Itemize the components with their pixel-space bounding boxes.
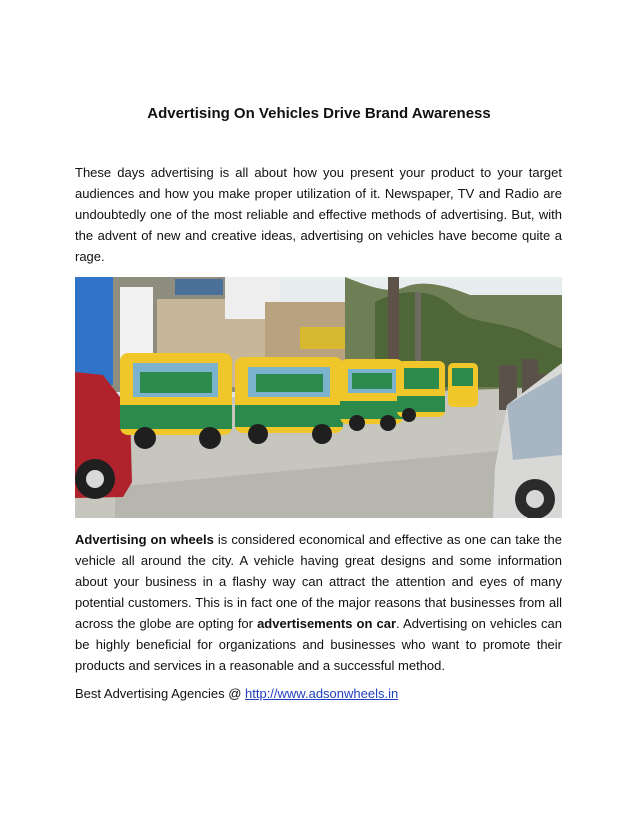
rickshaw-2 <box>235 357 343 444</box>
intro-paragraph: These days advertising is all about how you present your product to your target audiences and how you make proper utilization of it. Newspaper, TV and Radio are undoubtedly one of the most reliable and effective methods of advertising. But, with the advent of new and creative ideas, advertising on vehicles have become quite a rage. <box>75 165 562 264</box>
body-text-segment-1: is considered economical and effective as one can take the vehicle all around the city. A vehicle having great designs and some information about your business in a flashy way can attract the attention and eyes of many potential customers. This is in fact one of the major reasons that businesses from all across the globe are opting for <box>75 532 562 631</box>
footer-line <box>75 683 562 704</box>
document-title: Advertising On Vehicles Drive Brand Awareness <box>147 105 491 122</box>
body-paragraph <box>75 529 562 676</box>
rickshaw-street-image <box>75 277 562 518</box>
bold-phrase-advertisements-on-car: advertisements on car <box>257 616 397 631</box>
rickshaw-1 <box>120 353 232 449</box>
footer-label: Best Advertising Agencies @ <box>75 686 246 701</box>
rickshaw-4 <box>397 361 445 422</box>
body-text-segment-2: . Advertising on vehicles can be highly beneficial for organizations and businesses who want to promote their products and services in a reasonable and a successful method. <box>75 616 562 673</box>
bold-phrase-advertising-on-wheels: Advertising on wheels <box>75 532 214 547</box>
rickshaw-3 <box>340 359 403 431</box>
vehicle-advertising-photo <box>75 277 562 518</box>
website-link[interactable]: http://www.adsonwheels.in <box>245 686 399 701</box>
